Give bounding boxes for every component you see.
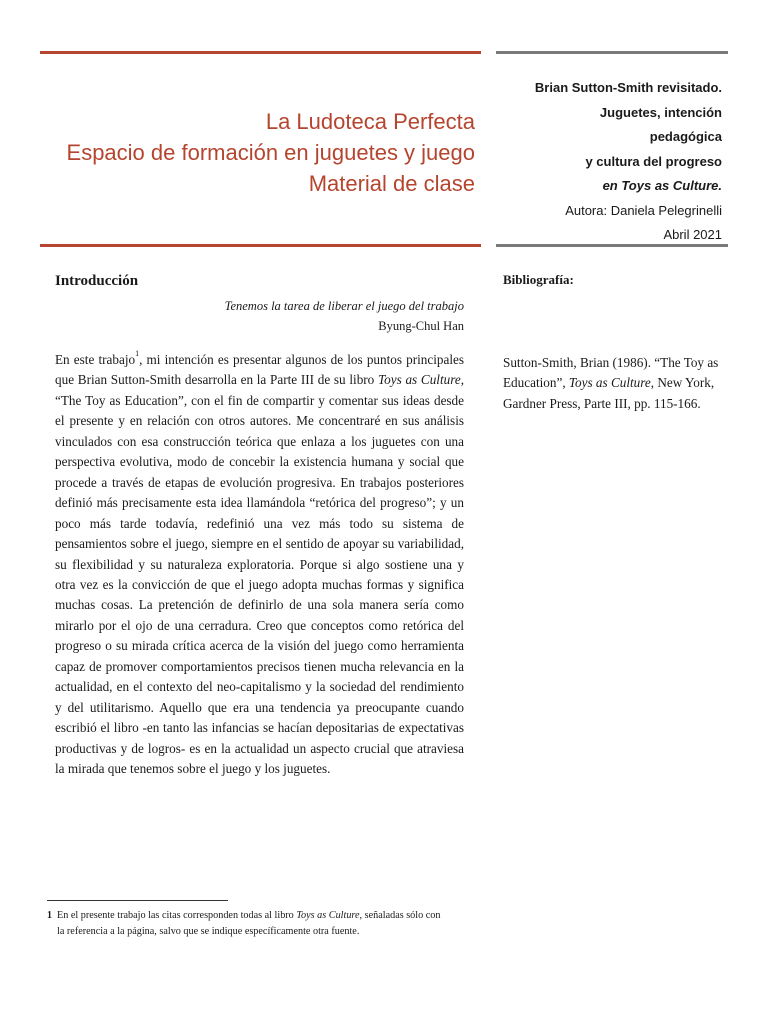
- side-header-line-2: Juguetes, intención: [599, 104, 722, 120]
- author: Autora: Daniela Pelegrinelli: [565, 202, 722, 218]
- bibliography-entry: [503, 353, 725, 414]
- side-header: [496, 76, 722, 248]
- top-left-rule: [40, 51, 481, 54]
- intro-paragraph: [55, 350, 464, 780]
- bibliography-heading: Bibliografía:: [503, 272, 574, 287]
- bib-entry-part2: , New York, Gardner Press, Parte III, pp. 115-166.: [503, 375, 715, 411]
- intro-book-title: Toys as Culture: [378, 372, 461, 388]
- intro-text-part3: , “The Toy as Education”, con el fin de compartir y comentar sus ideas desde el presente y en relación con otros autores. Me concentraré en sus análisis vinculados con esa construcción teórica que enlaza a los juguetes con una perspectiva evolutiva, modo de concebir la existencia humana y social que procede a través de etapas de evolución progresiva. En trabajos posteriores definió más precisamente esta idea llamándola “retórica del progreso”; y un poco más tarde todavía, redefinió una vez más todo su sistema de pensamientos sobre el juego, siempre en el sentido de apoyar su variabilidad, su flexibilidad y su naturaleza exploratoria. Porque si algo sostiene una y otra vez es la convicción de que el juego adopta muchas formas y significa muchas cosas. La pretención de definirlo de una sola manera sería como mirarlo por el ojo de una cerradura. Creo que conceptos como retórica del progreso o su mirada crítica acerca de la visión del juego como herramienta capaz de promover comportamientos precisos tienen mucha relevancia en la actualidad, en el contexto del neo-capitalismo y la sociedad del rendimiento y del utilitarismo. Aquello que era una tendencia ya preocupante cuando escribió el libro -en tanto las infancias se hacían depositarias de expectativas productivas y de logros- es en la actualidad un aspecto crucial que atraviesa la mirada que tenemos sobre el juego y los juguetes.: [55, 372, 465, 777]
- title-line-2: Espacio de formación en juguetes y juego: [66, 140, 475, 165]
- footnote-text-part1: En el presente trabajo las citas corresponden todas al libro: [57, 910, 297, 921]
- title-line-1: La Ludoteca Perfecta: [265, 109, 475, 134]
- footnote: [47, 908, 447, 940]
- epigraph: [55, 296, 464, 336]
- date: Abril 2021: [663, 227, 722, 242]
- title-line-3: Material de clase: [308, 171, 475, 196]
- header-bottom-left-rule: [40, 244, 481, 247]
- footnote-number: 1: [47, 910, 52, 921]
- footnote-book: Toys as Culture: [296, 910, 360, 921]
- side-header-line-4: y cultura del progreso: [585, 153, 722, 169]
- top-right-rule: [496, 51, 728, 54]
- intro-text-start: En este trabajo: [55, 352, 136, 367]
- side-header-line-3: pedagógica: [649, 129, 722, 144]
- bib-entry-part1: Sutton-Smith, Brian (1986). “The Toy as Education”,: [503, 355, 719, 391]
- footnote-marker: 1: [135, 349, 140, 358]
- document-title: [40, 106, 475, 199]
- side-header-line-5: en Toys as Culture.: [602, 178, 722, 193]
- intro-heading: Introducción: [55, 273, 139, 289]
- intro-text-part2: , mi intención es presentar algunos de los puntos principales que Brian Sutton-Smith desarrolla en la Parte III de su libro: [55, 352, 465, 388]
- footnote-separator: [47, 900, 228, 901]
- header-bottom-right-rule: [496, 244, 728, 247]
- side-header-line-1: Brian Sutton-Smith revisitado.: [534, 80, 722, 95]
- bib-entry-book: Toys as Culture: [568, 375, 651, 391]
- epigraph-quote: Tenemos la tarea de liberar el juego del trabajo: [224, 299, 464, 313]
- epigraph-author: Byung-Chul Han: [378, 319, 464, 333]
- footnote-text-part2: , señaladas sólo con la referencia a la página, salvo que se indique específicamente otra fuente.: [57, 910, 441, 937]
